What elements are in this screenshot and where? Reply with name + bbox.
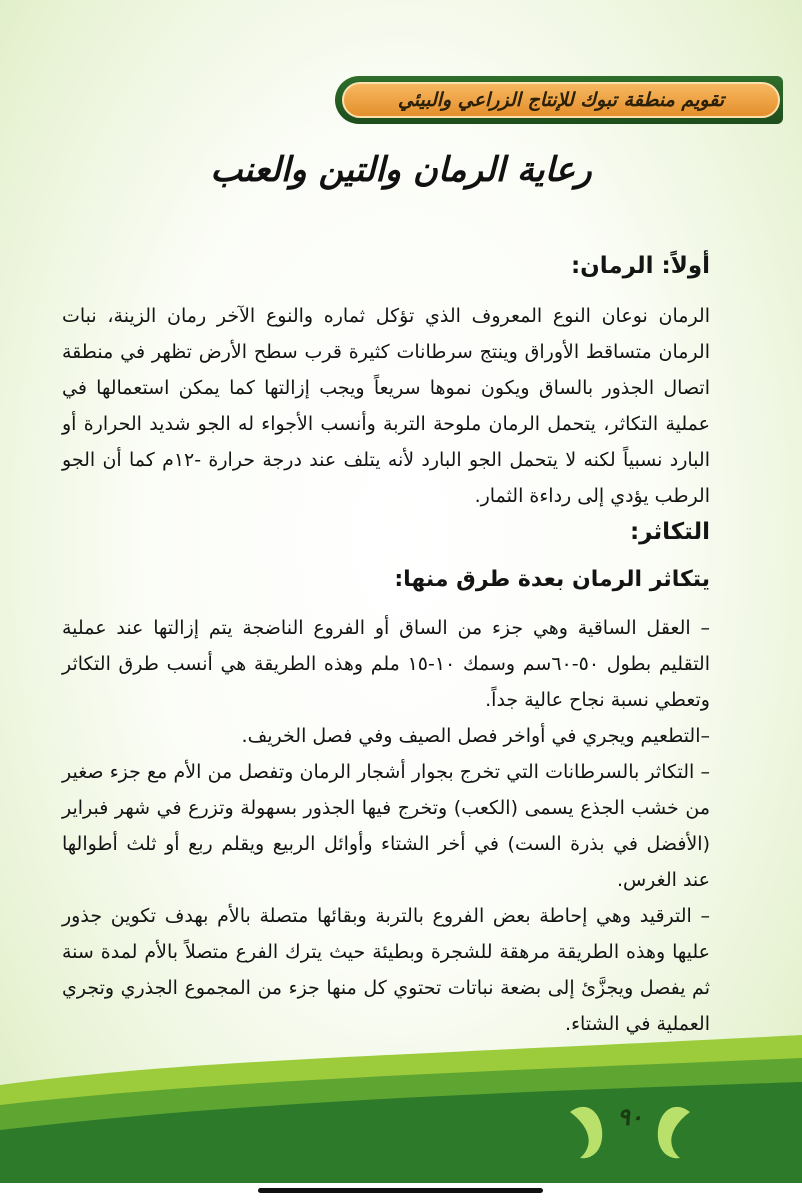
pomegranate-paragraph: الرمان نوعان النوع المعروف الذي تؤكل ثماره والنوع الآخر رمان الزينة، نبات الرمان متساقط الأوراق وينتج سرطانات كثيرة قرب سطح الأرض تظهر في منطقة اتصال الجذور بالساق ويكون نموها سريعاً ويجب إزالتها كما يمكن استعمالها في عملية التكاثر، يتحمل الرمان ملوحة التربة وأنسب الأجواء له الجو شديد الحرارة أو البارد نسبياً لكنه لا يتحمل الجو البارد لأنه يتلف عند درجة حرارة -١٢م كما أن الجو الرطب يؤدي إلى رداءة الثمار. xyxy=(62,305,710,507)
list-item: –التطعيم ويجري في أواخر فصل الصيف وفي فصل الخريف. xyxy=(241,725,710,747)
list-item: – العقل الساقية وهي جزء من الساق أو الفروع الناضجة يتم إزالتها عند عملية التقليم بطول ٥٠-٦٠سم وسمك ١٠-١٥ ملم وهذه الطريقة هي أنسب طرق التكاثر وتعطي نسبة نجاح عالية جداً. xyxy=(62,617,710,711)
home-indicator[interactable] xyxy=(258,1188,543,1193)
page-title: رعاية الرمان والتين والعنب xyxy=(210,150,592,190)
propagation-subheading: يتكاثر الرمان بعدة طرق منها: xyxy=(394,567,710,592)
list-item: – الترقيد وهي إحاطة بعض الفروع بالتربة وبقائها متصلة بالأم بهدف تكوين جذور عليها وهذه الطريقة مرهقة للشجرة وبطيئة حيث يترك الفرع متصلاً بالأم لمدة سنة ثم يفصل ويجزَّئ إلى بضعة نباتات تحتوي كل منها جزء من المجموع الجذري وتجري العملية في الشتاء. xyxy=(62,905,710,1035)
footer-wave-decoration xyxy=(0,1030,802,1190)
section-heading-propagation: التكاثر: xyxy=(629,519,710,545)
header-banner-text: تقويم منطقة تبوك للإنتاج الزراعي والبيئي xyxy=(397,89,725,111)
section-heading-pomegranate: أولاً: الرمان: xyxy=(570,253,710,279)
list-item: – التكاثر بالسرطانات التي تخرج بجوار أشجار الرمان وتفصل من الأم مع جزء صغير من خشب الجذع يسمى (الكعب) وتخرج فيها الجذور بسهولة وتزرع في شهر فبراير (الأفضل في بذرة الست) في أخر الشتاء وأوائل الربيع ويقلم ربع أو ثلث أطوالها عند الغرس. xyxy=(62,761,710,891)
page-number: ٩٠ xyxy=(617,1103,643,1131)
article-body xyxy=(62,248,710,1042)
header-banner xyxy=(342,82,780,118)
bottom-bar xyxy=(0,1183,802,1200)
